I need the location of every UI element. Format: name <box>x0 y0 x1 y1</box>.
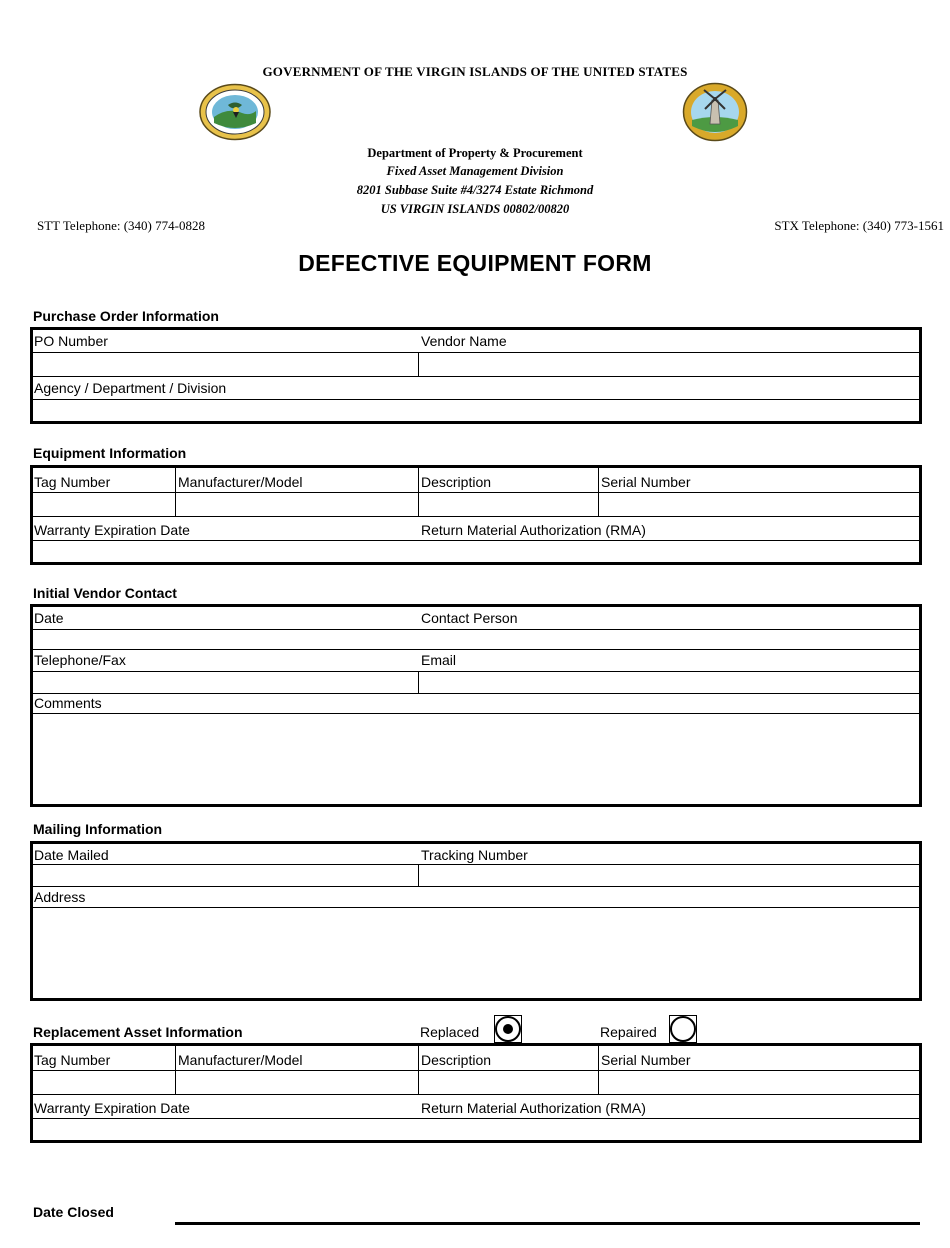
equipment-manufacturer-label: Manufacturer/Model <box>178 474 303 490</box>
vendor-contact-section-label: Initial Vendor Contact <box>33 585 177 601</box>
address-label: Address <box>34 889 86 905</box>
division-name: Fixed Asset Management Division <box>386 164 564 178</box>
department-name: Department of Property & Procurement <box>367 146 583 160</box>
replacement-warranty-label: Warranty Expiration Date <box>34 1100 190 1116</box>
date-mailed-field[interactable] <box>33 865 417 885</box>
contact-email-label: Email <box>421 652 457 668</box>
equipment-manufacturer-field[interactable] <box>177 493 417 515</box>
tracking-number-field[interactable] <box>420 865 919 885</box>
equipment-description-field[interactable] <box>420 493 597 515</box>
contact-date-label: Date <box>34 610 64 626</box>
virgin-islands-seal-icon <box>198 83 272 141</box>
stx-telephone: STX Telephone: (340) 773-1561 <box>774 218 944 233</box>
tracking-number-label: Tracking Number <box>421 847 528 863</box>
date-mailed-label: Date Mailed <box>34 847 109 863</box>
replacement-table <box>30 1043 922 1143</box>
replacement-description-field[interactable] <box>420 1071 597 1093</box>
equipment-section-label: Equipment Information <box>33 445 187 461</box>
replacement-rma-label: Return Material Authorization (RMA) <box>421 1100 646 1116</box>
city-address: US VIRGIN ISLANDS 00802/00820 <box>380 202 570 216</box>
equipment-warranty-rma-field[interactable] <box>33 541 919 562</box>
replaced-radio[interactable] <box>495 1016 521 1042</box>
vendor-name-label: Vendor Name <box>421 333 507 349</box>
contact-person-label: Contact Person <box>421 610 518 626</box>
property-procurement-seal-icon <box>682 82 748 142</box>
replacement-serial-label: Serial Number <box>601 1052 691 1068</box>
equipment-warranty-label: Warranty Expiration Date <box>34 522 190 538</box>
replaced-label: Replaced <box>420 1024 480 1040</box>
repaired-radio[interactable] <box>670 1016 696 1042</box>
contact-comments-field[interactable] <box>33 714 919 804</box>
agency-label: Agency / Department / Division <box>34 380 227 396</box>
po-number-label: PO Number <box>34 333 108 349</box>
repaired-label: Repaired <box>600 1024 657 1040</box>
stt-telephone: STT Telephone: (340) 774-0828 <box>37 218 205 233</box>
replacement-section-label: Replacement Asset Information <box>33 1024 243 1040</box>
equipment-tag-number-field[interactable] <box>33 493 174 515</box>
replacement-warranty-rma-field[interactable] <box>33 1119 919 1140</box>
date-closed-line[interactable] <box>175 1222 920 1225</box>
street-address: 8201 Subbase Suite #4/3274 Estate Richmond <box>356 183 594 197</box>
equipment-description-label: Description <box>421 474 492 490</box>
vendor-contact-table <box>30 604 922 807</box>
mailing-table <box>30 841 922 1001</box>
equipment-tag-number-label: Tag Number <box>34 474 111 490</box>
equipment-serial-label: Serial Number <box>601 474 691 490</box>
contact-date-person-field[interactable] <box>33 630 919 648</box>
contact-comments-label: Comments <box>34 695 102 711</box>
replacement-tag-number-field[interactable] <box>33 1071 174 1093</box>
replacement-serial-field[interactable] <box>600 1071 919 1093</box>
replaced-radio-dot <box>503 1024 513 1034</box>
purchase-order-table <box>30 327 922 424</box>
form-title: DEFECTIVE EQUIPMENT FORM <box>298 250 652 276</box>
mailing-section-label: Mailing Information <box>33 821 163 837</box>
government-title: GOVERNMENT OF THE VIRGIN ISLANDS OF THE UNITED STATES <box>262 64 688 79</box>
contact-telephone-label: Telephone/Fax <box>34 652 126 668</box>
equipment-rma-label: Return Material Authorization (RMA) <box>421 522 646 538</box>
date-closed-label: Date Closed <box>33 1204 114 1220</box>
po-number-field[interactable] <box>33 353 417 375</box>
agency-field[interactable] <box>33 400 919 421</box>
equipment-table <box>30 465 922 565</box>
vendor-name-field[interactable] <box>420 353 919 375</box>
contact-email-field[interactable] <box>420 672 919 692</box>
replacement-tag-number-label: Tag Number <box>34 1052 111 1068</box>
purchase-order-section-label: Purchase Order Information <box>33 308 219 324</box>
equipment-serial-field[interactable] <box>600 493 919 515</box>
replacement-manufacturer-field[interactable] <box>177 1071 417 1093</box>
contact-telephone-field[interactable] <box>33 672 417 692</box>
address-field[interactable] <box>33 908 919 998</box>
replacement-manufacturer-label: Manufacturer/Model <box>178 1052 303 1068</box>
replacement-description-label: Description <box>421 1052 492 1068</box>
